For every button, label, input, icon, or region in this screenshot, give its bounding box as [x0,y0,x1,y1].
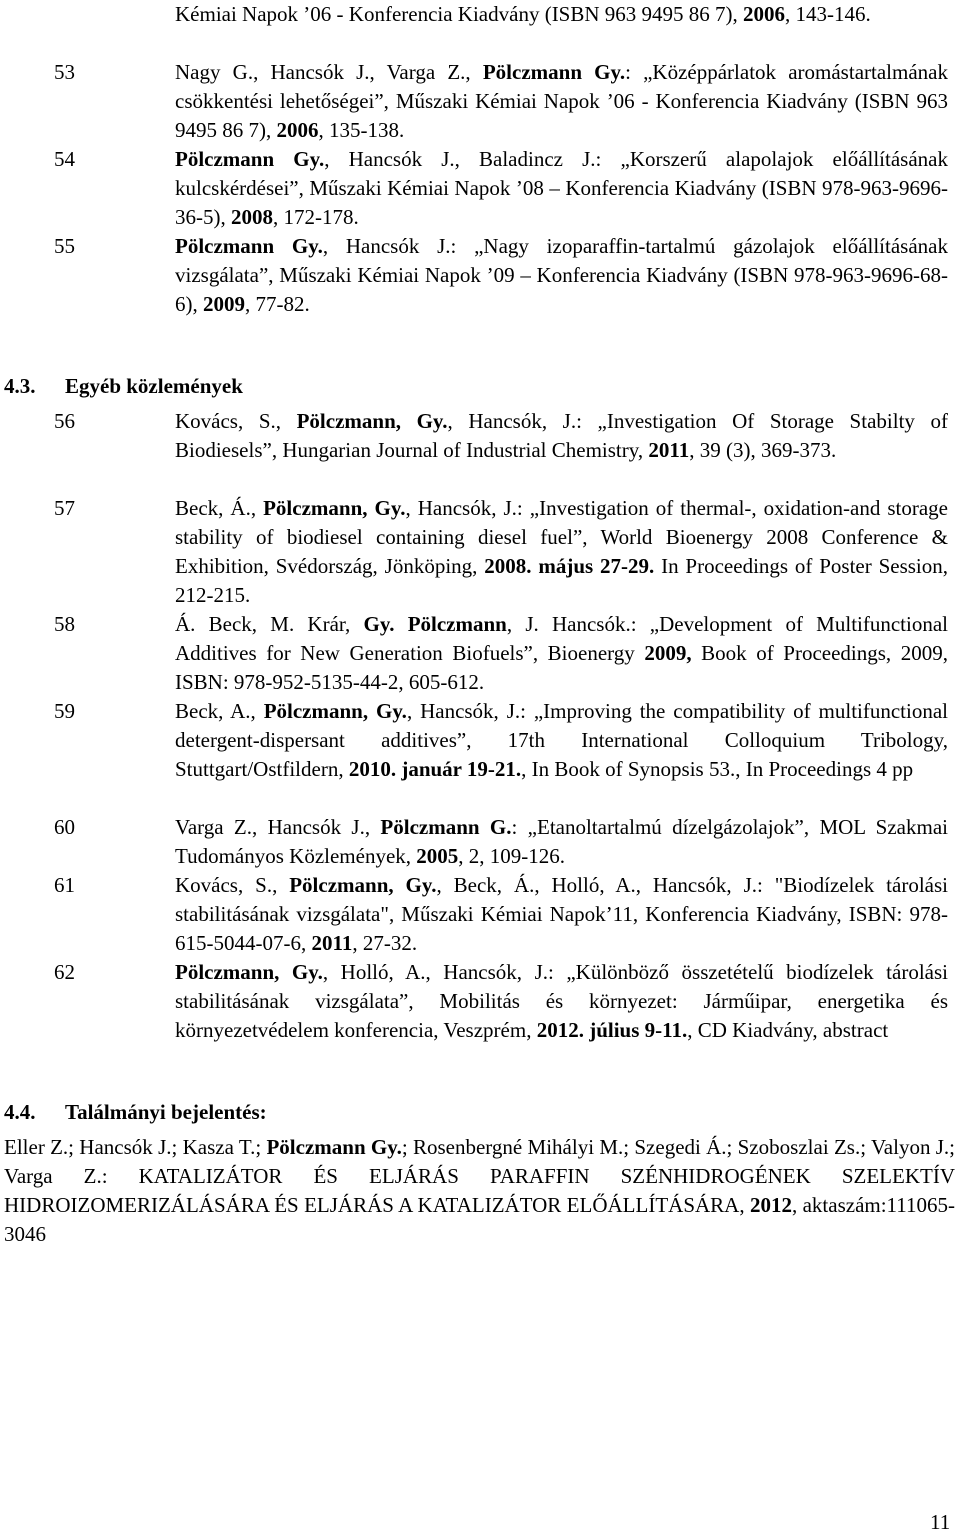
section-number: 4.4. [4,1100,36,1124]
reference-number: 60 [54,815,75,839]
reference-text: Pölczmann Gy., Hancsók J., Baladincz J.: „Korszerű alapolajok előállításának kulcskérdései”, Műszaki Kémiai Napok ’08 – Konferencia Kiadvány (ISBN 978-963-9696-36-5), 2008, 172-178. [175,147,948,229]
reference-number: 59 [54,699,75,723]
reference-text: Á. Beck, M. Krár, Gy. Pölczmann, J. Hancsók.: „Development of Multifunctional Additives for New Generation Biofuels”, Bioenergy 2009, Book of Proceedings, 2009, ISBN: 978-952-5135-44-2, 605-612. [175,612,948,694]
section-number: 4.3. [4,374,36,398]
reference-number: 61 [54,873,75,897]
reference-text: Kovács, S., Pölczmann, Gy., Hancsók, J.: „Investigation Of Storage Stabilty of Biodiesels”, Hungarian Journal of Industrial Chemistry, 2011, 39 (3), 369-373. [175,409,948,462]
reference-number: 53 [54,60,75,84]
reference-text: Kémiai Napok ’06 - Konferencia Kiadvány (ISBN 963 9495 86 7), 2006, 143-146. [175,2,871,26]
section-heading-other [4,372,243,401]
reference-text: Beck, Á., Pölczmann, Gy., Hancsók, J.: „Investigation of thermal-, oxidation-and storage stability of biodiesel containing diesel fuel”, World Bioenergy 2008 Conference & Exhibition, Svédország, Jönköping, 2008. május 27-29. In Proceedings of Poster Session, 212-215. [175,496,949,607]
reference-number: 55 [54,234,75,258]
reference-text: Varga Z., Hancsók J., Pölczmann G.: „Etanoltartalmú dízelgázolajok”, MOL Szakmai Tudományos Közlemények, 2005, 2, 109-126. [175,815,948,868]
patent-entry: Eller Z.; Hancsók J.; Kasza T.; Pölczmann Gy.; Rosenbergné Mihályi M.; Szegedi Á.; Szoboszlai Zs.; Valyon J.; Varga Z.: KATALIZÁTOR ÉS ELJÁRÁS PARAFFIN SZÉNHIDROGÉNEK SZELEKTÍV HIDROIZOMERIZÁLÁSÁRA ÉS ELJÁRÁS A KATALIZÁTOR ELŐÁLLÍTÁSÁRA, 2012, aktaszám:111065-3046 [4,1135,955,1246]
reference-number: 62 [54,960,75,984]
section-title: Egyéb közlemények [65,374,243,398]
reference-number: 56 [54,409,75,433]
reference-text: Kovács, S., Pölczmann, Gy., Beck, Á., Holló, A., Hancsók, J.: "Biodízelek tárolási stabilitásának vizsgálata", Műszaki Kémiai Napok’11, Konferencia Kiadvány, ISBN: 978-615-5044-07-6, 2011, 27-32. [175,873,948,955]
section-title: Találmányi bejelentés: [65,1100,267,1124]
reference-text: Nagy G., Hancsók J., Varga Z., Pölczmann Gy.: „Középpárlatok aromástartalmának csökkentési lehetőségei”, Műszaki Kémiai Napok ’06 - Konferencia Kiadvány (ISBN 963 9495 86 7), 2006, 135-138. [175,60,948,142]
section-heading-patent [4,1098,267,1127]
reference-number: 54 [54,147,75,171]
reference-number: 57 [54,496,75,520]
reference-text: Pölczmann Gy., Hancsók J.: „Nagy izoparaffin-tartalmú gázolajok előállításának vizsgálata”, Műszaki Kémiai Napok ’09 – Konferencia Kiadvány (ISBN 978-963-9696-68-6), 2009, 77-82. [175,234,948,316]
reference-text: Pölczmann, Gy., Holló, A., Hancsók, J.: „Különböző összetételű biodízelek tárolási stabilitásának vizsgálata”, Mobilitás és környezet: Járműipar, energetika és környezetvédelem konferencia, Veszprém, 2012. július 9-11., CD Kiadvány, abstract [175,960,948,1042]
reference-text: Beck, A., Pölczmann, Gy., Hancsók, J.: „Improving the compatibility of multifunctional detergent-dispersant additives”, 17th International Colloquium Tribology, Stuttgart/Ostfildern, 2010. január 19-21., In Book of Synopsis 53., In Proceedings 4 pp [175,699,949,781]
page-number: 11 [930,1510,951,1534]
reference-number: 58 [54,612,75,636]
